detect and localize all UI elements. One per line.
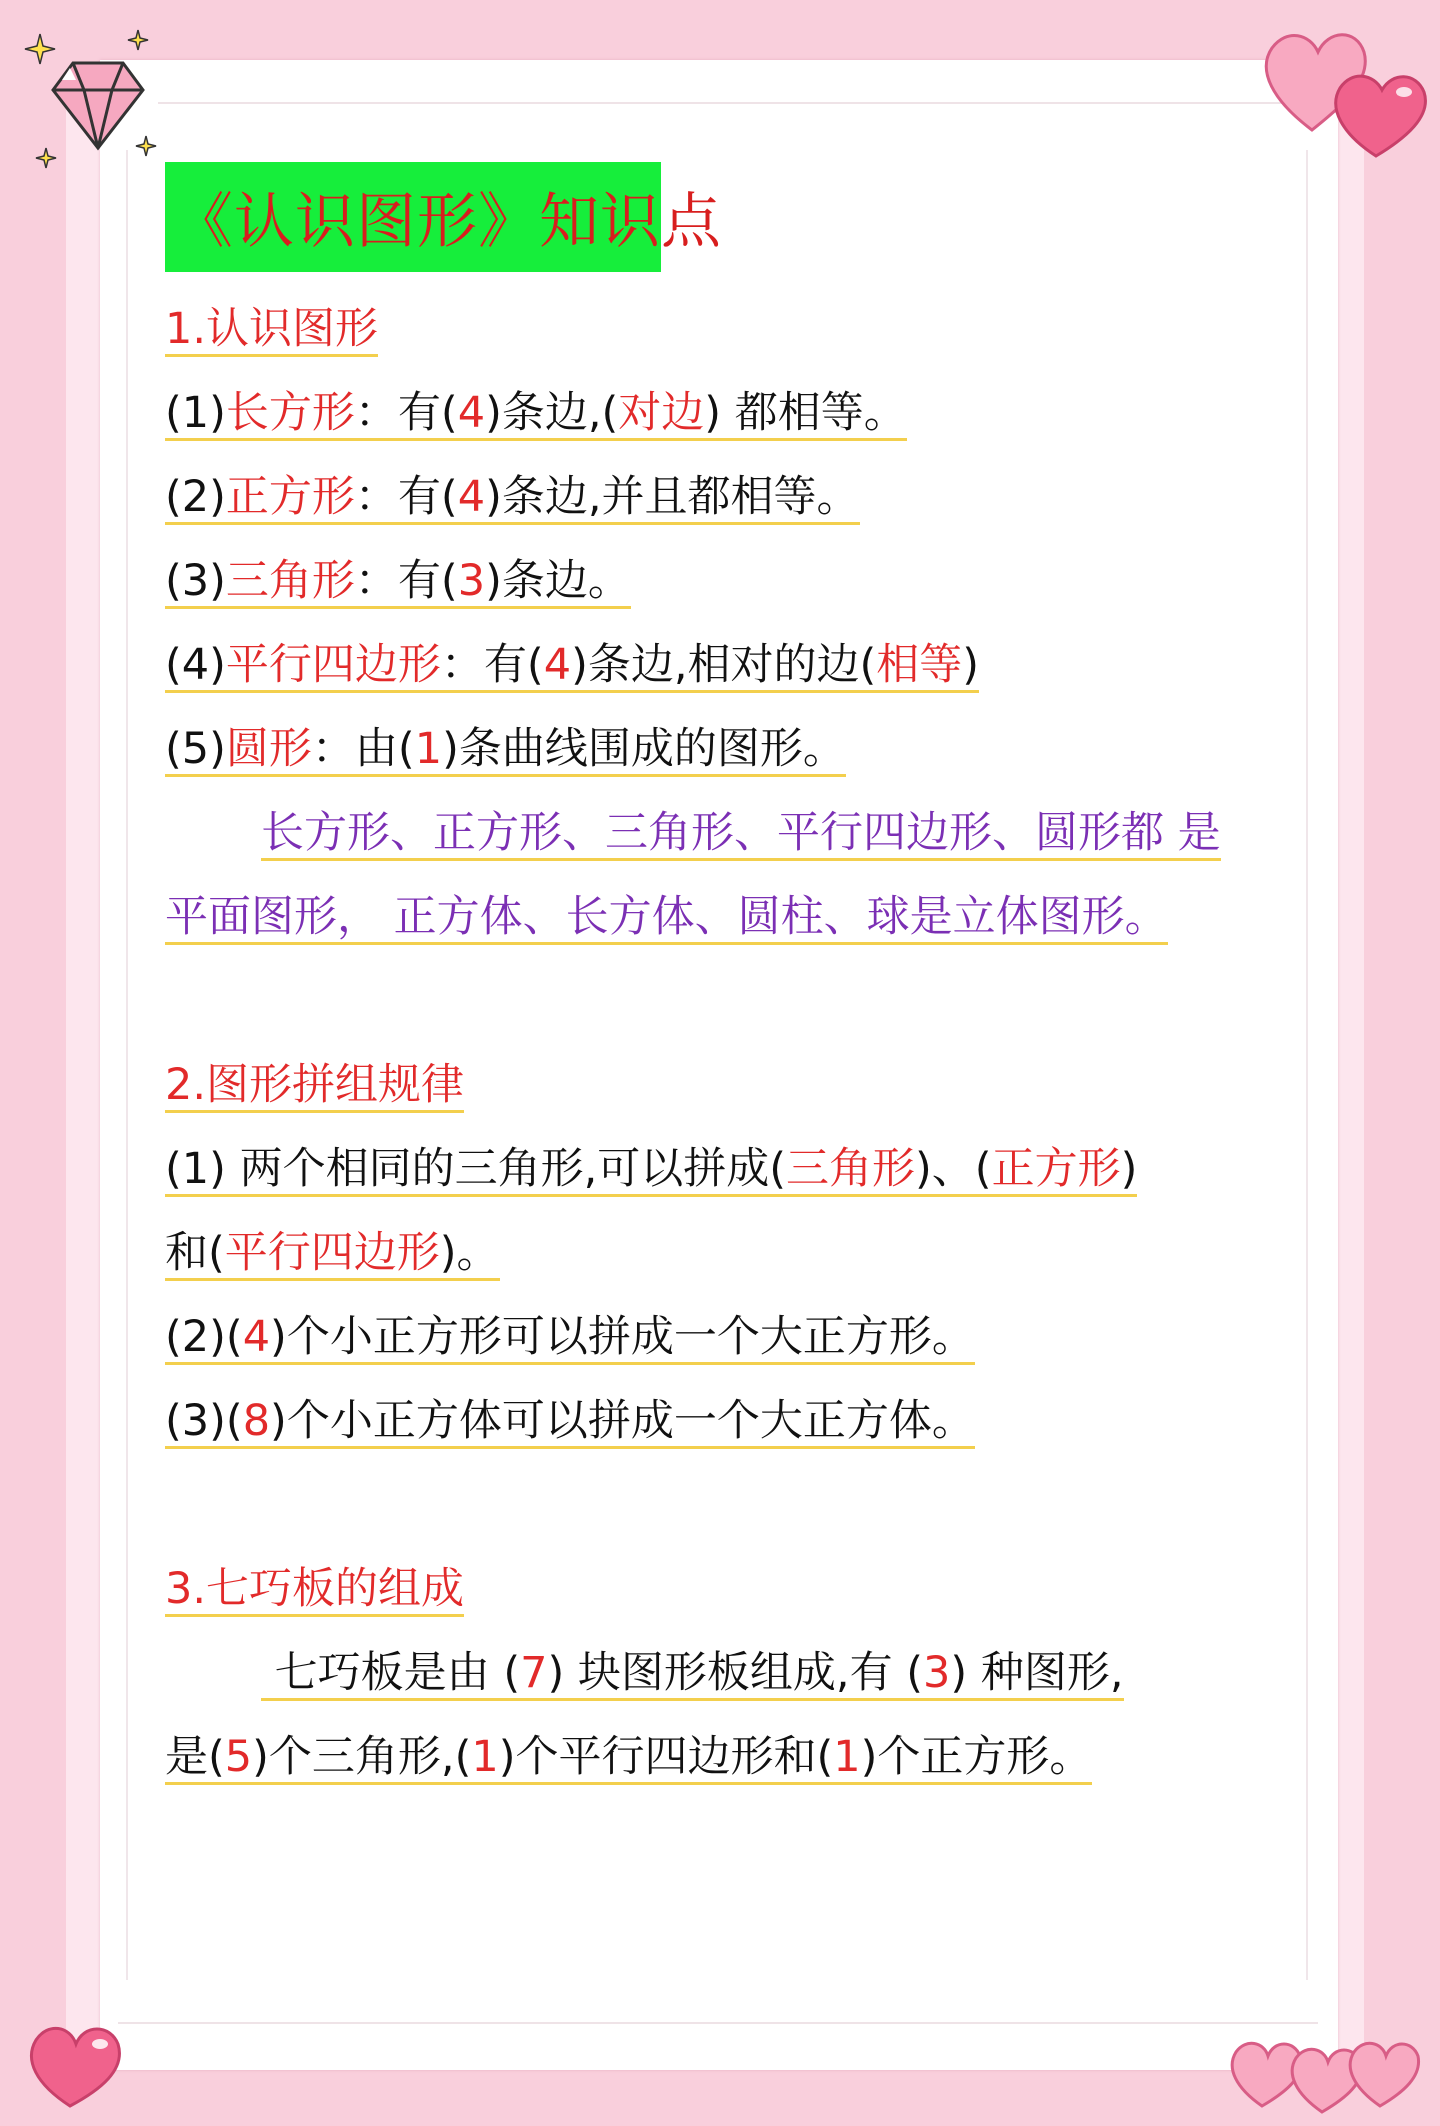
item-text: ：有( (440, 640, 544, 690)
paper-left-line (126, 150, 128, 1980)
paragraph-line (165, 1722, 1092, 1792)
item-text: )个小正方体可以拼成一个大正方体。 (270, 1396, 975, 1446)
list-item (165, 630, 979, 700)
answer-value: 5 (224, 1732, 253, 1782)
list-item (165, 546, 631, 616)
paper-bottom-line (118, 2022, 1318, 2024)
item-number: (2) (165, 472, 226, 522)
list-item (165, 378, 907, 448)
answer-value: 三角形 (786, 1144, 916, 1194)
section-heading-text: 3.七巧板的组成 (165, 1564, 464, 1617)
item-text: ) 都相等。 (704, 388, 907, 438)
item-text: )个小正方形可以拼成一个大正方形。 (270, 1312, 975, 1362)
shape-name: 长方形 (225, 388, 355, 438)
item-text: (3)( (165, 1396, 243, 1446)
list-item (165, 1218, 500, 1288)
item-text: )条曲线围成的图形。 (442, 724, 846, 774)
answer-value: 1 (471, 1732, 499, 1782)
answer-value: 1 (833, 1732, 861, 1782)
paragraph-line (165, 1638, 1124, 1708)
item-number: (1) (165, 388, 226, 438)
item-text: ) (1120, 1144, 1138, 1194)
item-text: (1) 两个相同的三角形,可以拼成( (165, 1144, 787, 1194)
summary-text: 平面图形， 正方体、长方体、圆柱、球是立体图形。 (165, 892, 1168, 945)
list-item (165, 1386, 975, 1456)
shape-name: 三角形 (225, 556, 355, 606)
answer-value: 平行四边形 (224, 1228, 440, 1278)
paper-right-line (1306, 150, 1308, 1980)
heart-icon (1252, 10, 1440, 160)
item-text: ：有( (354, 556, 458, 606)
item-text: 是( (165, 1732, 225, 1782)
item-text: ：由( (311, 724, 415, 774)
section-heading-text: 2.图形拼组规律 (165, 1060, 464, 1113)
answer-value: 8 (242, 1396, 271, 1446)
heart-icon (20, 2010, 130, 2120)
section2-heading (165, 1050, 464, 1120)
section1-heading (165, 294, 378, 364)
answer-value: 4 (457, 388, 486, 438)
list-item (165, 1134, 1137, 1204)
answer-value: 1 (414, 724, 443, 774)
diamond-icon (18, 18, 168, 178)
item-text: )条边,( (485, 388, 619, 438)
summary-text: 长方形、正方形、三角形、平行四边形、圆形都 是 (261, 808, 1221, 861)
answer-value: 3 (923, 1648, 951, 1698)
item-text: 和( (165, 1228, 225, 1278)
shape-name: 正方形 (225, 472, 355, 522)
item-text: )个三角形,( (252, 1732, 472, 1782)
section3-heading (165, 1554, 464, 1624)
heart-icon (1222, 2022, 1422, 2122)
answer-value: 4 (242, 1312, 271, 1362)
list-item (165, 1302, 975, 1372)
summary-line (165, 798, 1221, 868)
item-text: ) (962, 640, 980, 690)
item-text: )、( (915, 1144, 992, 1194)
item-text: ：有( (354, 472, 458, 522)
item-text: ：有( (354, 388, 458, 438)
item-text: )个正方形。 (860, 1732, 1093, 1782)
answer-value: 相等 (876, 640, 963, 690)
answer-value: 正方形 (991, 1144, 1121, 1194)
item-number: (4) (165, 640, 226, 690)
item-text: )。 (439, 1228, 500, 1278)
item-number: (5) (165, 724, 226, 774)
page-title: 《认识图形》知识点 (173, 187, 722, 257)
item-text: ) 块图形板组成,有 ( (547, 1648, 924, 1698)
item-text: )条边。 (485, 556, 631, 606)
item-text: )条边,并且都相等。 (485, 472, 860, 522)
shape-name: 平行四边形 (225, 640, 441, 690)
answer-value: 4 (543, 640, 572, 690)
summary-line (165, 882, 1168, 952)
list-item (165, 462, 860, 532)
answer-value: 7 (520, 1648, 548, 1698)
shape-name: 圆形 (225, 724, 312, 774)
item-text: (2)( (165, 1312, 243, 1362)
item-text: )个平行四边形和( (498, 1732, 834, 1782)
answer-value: 4 (457, 472, 486, 522)
section-heading-text: 1.认识图形 (165, 304, 378, 357)
paper-top-line (158, 102, 1284, 104)
answer-value: 3 (457, 556, 486, 606)
list-item (165, 714, 846, 784)
item-text: ) 种图形, (950, 1648, 1124, 1698)
answer-value: 对边 (618, 388, 705, 438)
item-text: 七巧板是由 ( (274, 1648, 521, 1698)
item-number: (3) (165, 556, 226, 606)
item-text: )条边,相对的边( (571, 640, 877, 690)
title-banner (165, 162, 722, 272)
